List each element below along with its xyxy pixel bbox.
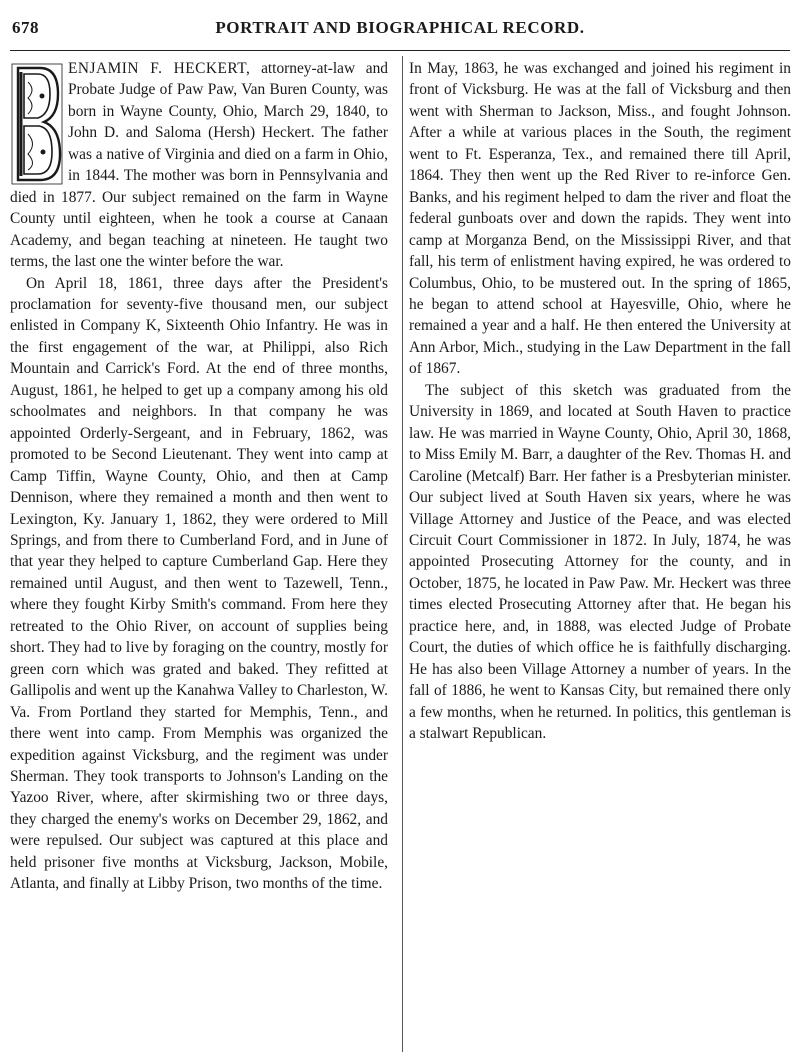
header-rule [10, 50, 790, 51]
paragraph-text: attorney-at-law and Probate Judge of Paw Paw, Van Buren County, was born in Wayne County, Ohio, March 29, 1840, to John D. and Saloma (Hersh) Heckert. The father was a native of Virginia and died on a farm in Ohio, in 1844. The mother was born in Pennsylvania and died in 1877. Our subject remained on the farm in Wayne County until eighteen, when he took a course at Canaan Academy, and began teaching at nineteen. He taught two terms, the last one the winter before the war. [10, 60, 388, 271]
paragraph: In May, 1863, he was exchanged and joined his regiment in front of Vicksburg. He was at the fall of Vicksburg and then went with Sherman to Jackson, Miss., and fought Johnson. After a while at various places in the South, the regiment went to Ft. Esperanza, Tex., and remained there till April, 1864. They then went up the Red River to re-inforce Gen. Banks, and his regiment helped to dam the river and float the federal gunboats over and down the rapids. They went into camp at Morganza Bend, on the Mississippi River, and that fall, his term of enlistment having expired, he was ordered to Columbus, Ohio, to be mustered out. In the spring of 1865, he began to attend school at Hayesville, Ohio, where he remained a year and a half. He then entered the University at Ann Arbor, Mich., studying in the Law Department in the fall of 1867. [409, 60, 791, 378]
page-header [12, 18, 788, 44]
page-number: 678 [12, 18, 39, 37]
right-column [409, 58, 791, 745]
left-column [10, 58, 388, 895]
paragraph: The subject of this sketch was graduated from the University in 1869, and located at South Haven to practice law. He was married in Wayne County, Ohio, April 30, 1868, to Miss Emily M. Barr, a daughter of the Rev. Thomas H. and Caroline (Metcalf) Barr. Her father is a Presbyterian minister. Our subject lived at South Haven six years, where he was Village Attorney and Justice of the Peace, and was elected Circuit Court Commissioner in 1872. In July, 1874, he was appointed Prosecuting Attorney for the county, and in October, 1875, he located in Paw Paw. Mr. Heckert was three times elected Prosecuting Attorney after that. He began his practice here, and, in 1888, was elected Judge of Probate Court, the duties of which office he is faithfully discharging. He has also been Village Attorney a number of years. In the fall of 1886, he went to Kansas City, but remained there only a few months, when he returned. In politics, this gentleman is a stalwart Republican. [409, 381, 791, 743]
paragraph: On April 18, 1861, three days after the President's proclamation for seventy-five thousand men, our subject enlisted in Company K, Sixteenth Ohio Infantry. He was in the first engagement of the war, at Philippi, also Rich Mountain and Carrick's Ford. At the end of three months, August, 1861, he helped to get up a company among his old schoolmates and neighbors. In that company he was appointed Orderly-Sergeant, and in February, 1862, was promoted to be Second Lieutenant. They went into camp at Camp Tiffin, Wayne County, Ohio, and then at Camp Dennison, where they remained a month and then went to Lexington, Ky. January 1, 1862, they were ordered to Mill Springs, and from there to Cumberland Ford, and in June of that year they helped to capture Cumberland Gap. Here they remained until August, and then went to Tazewell, Tenn., where they fought Kirby Smith's command. From here they retreated to the Ohio River, on account of supplies being short. They had to live by foraging on the country, mostly for green corn which was grated and baked. They refitted at Gallipolis and went up the Kanahwa Valley to Charleston, W. Va. From Portland they started for Memphis, Tenn., and there went into camp. From Memphis was organized the expedition against Vicksburg, and the regiment was under Sherman. They took transports to Johnson's Landing on the Yazoo River, where, after skirmishing two or three days, they charged the enemy's works on December 29, 1862, and were repulsed. Our subject was captured at this place and held prisoner five months at Vicksburg, Jackson, Mobile, Atlanta, and finally at Libby Prison, two months of the time. [10, 274, 389, 893]
running-title: PORTRAIT AND BIOGRAPHICAL RECORD. [215, 18, 585, 37]
ornamental-initial-b-icon [10, 62, 64, 186]
column-divider [402, 56, 403, 1052]
paragraph [10, 58, 388, 273]
lead-in-name: ENJAMIN F. HECKERT, [68, 60, 251, 77]
